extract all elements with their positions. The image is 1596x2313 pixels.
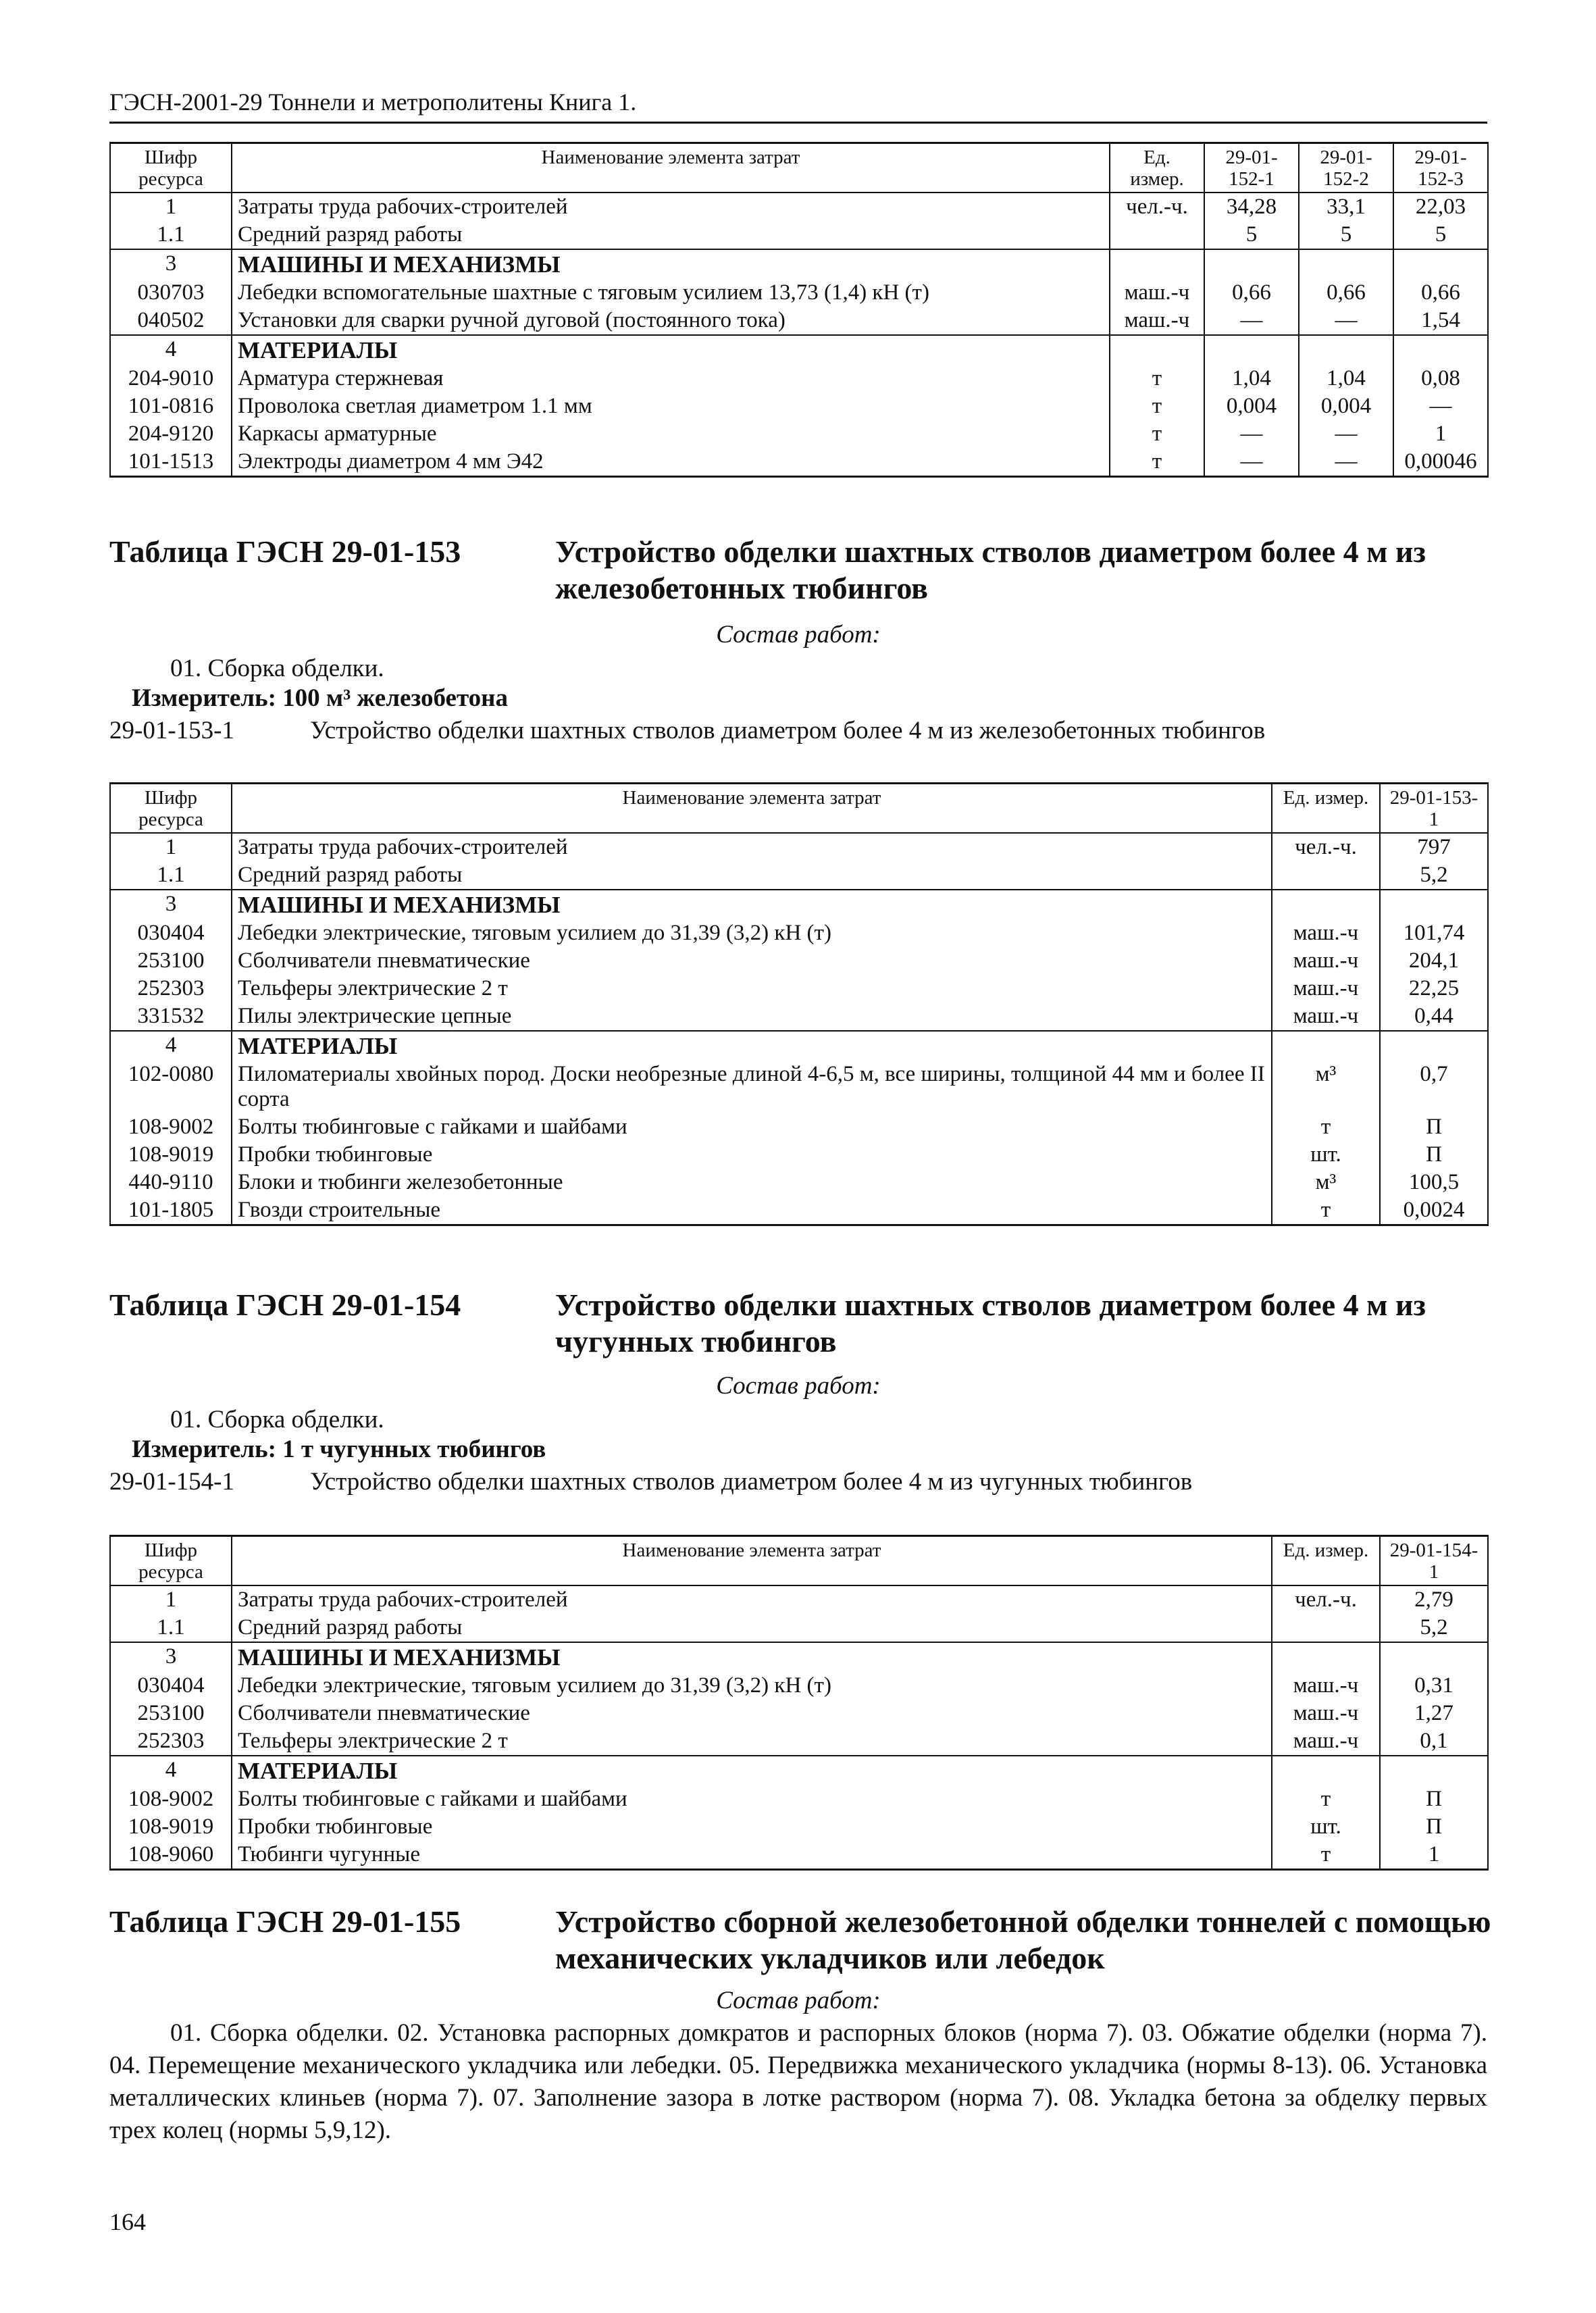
table-row [110,975,1488,1002]
resource-code: 3 [110,249,232,279]
table-row [110,1196,1488,1225]
value: 0,004 [1204,392,1299,420]
resource-name: Пиломатериалы хвойных пород. Доски необрезные длиной 4-6,5 м, все ширины, толщиной 44 мм и более II сорта [232,1061,1272,1113]
section-row [110,249,1488,279]
unit: т [1110,420,1204,448]
value: 0,0024 [1380,1196,1488,1225]
unit [1272,1614,1380,1642]
unit: шт. [1272,1813,1380,1841]
composition-label: Состав работ: [716,1987,881,2014]
table-row [110,193,1488,221]
resource-code: 331532 [110,1002,232,1031]
table-row [110,448,1488,476]
resource-name: Средний разряд работы [232,221,1110,249]
value: — [1393,392,1488,420]
value: 5 [1204,221,1299,249]
unit [1272,1642,1380,1672]
unit: чел.-ч. [1110,193,1204,221]
table-row [110,420,1488,448]
resource-code: 108-9019 [110,1813,232,1841]
composition-label: Состав работ: [716,1372,881,1400]
resource-code: 1.1 [110,861,232,890]
value: — [1299,307,1393,335]
value: 5,2 [1380,1614,1488,1642]
section-title: МАШИНЫ И МЕХАНИЗМЫ [232,890,1272,919]
resource-code: 102-0080 [110,1061,232,1113]
unit: т [1272,1113,1380,1141]
value: — [1204,448,1299,476]
value: 0,00046 [1393,448,1488,476]
header-code: Шифр ресурса [110,1536,232,1585]
resource-code: 101-0816 [110,392,232,420]
section-title: МАШИНЫ И МЕХАНИЗМЫ [232,249,1110,279]
section-title: МАТЕРИАЛЫ [232,1756,1272,1785]
resource-code: 030404 [110,1672,232,1700]
value [1380,1642,1488,1672]
resource-code: 4 [110,1756,232,1785]
table-label: Таблица ГЭСН 29-01-153 [109,534,461,569]
value: 22,25 [1380,975,1488,1002]
value: 0,66 [1393,279,1488,307]
value [1380,1031,1488,1061]
table-label: Таблица ГЭСН 29-01-155 [109,1904,461,1939]
table-row [110,279,1488,307]
value: 204,1 [1380,947,1488,975]
header-name: Наименование элемента затрат [232,784,1272,833]
unit: м³ [1272,1061,1380,1113]
value [1299,335,1393,365]
table-row [110,1700,1488,1727]
unit: маш.-ч [1272,1672,1380,1700]
resource-name: Гвозди строительные [232,1196,1272,1225]
value: 1 [1393,420,1488,448]
value: 0,66 [1299,279,1393,307]
section-row [110,890,1488,919]
header-code: Шифр ресурса [110,784,232,833]
header-unit: Ед. измер. [1110,143,1204,193]
unit: шт. [1272,1141,1380,1169]
value: 0,44 [1380,1002,1488,1031]
resource-code: 4 [110,335,232,365]
value [1204,335,1299,365]
table-row [110,1113,1488,1141]
value: — [1299,448,1393,476]
unit: т [1272,1841,1380,1869]
unit [1110,335,1204,365]
resource-code: 040502 [110,307,232,335]
resource-name: Пробки тюбинговые [232,1813,1272,1841]
table-header-row [110,1536,1488,1585]
unit: маш.-ч [1272,1002,1380,1031]
resource-name: Тельферы электрические 2 т [232,975,1272,1002]
unit: чел.-ч. [1272,833,1380,861]
unit [1272,1756,1380,1785]
resource-name: Средний разряд работы [232,861,1272,890]
unit: маш.-ч [1110,279,1204,307]
value: 2,79 [1380,1585,1488,1614]
norm-table-154 [109,1535,1489,1871]
resource-name: Затраты труда рабочих-строителей [232,833,1272,861]
resource-name: Пилы электрические цепные [232,1002,1272,1031]
value: 0,31 [1380,1672,1488,1700]
resource-code: 253100 [110,1700,232,1727]
resource-name: Блоки и тюбинги железобетонные [232,1169,1272,1196]
table-row [110,1727,1488,1756]
table-row [110,919,1488,947]
resource-code: 204-9010 [110,365,232,392]
resource-name: Пробки тюбинговые [232,1141,1272,1169]
resource-code: 1.1 [110,1614,232,1642]
unit [1272,890,1380,919]
unit: т [1110,365,1204,392]
norm-title: Устройство обделки шахтных стволов диаметром более 4 м из чугунных тюбингов [310,1468,1193,1496]
unit: маш.-ч [1272,1727,1380,1756]
resource-code: 253100 [110,947,232,975]
table-row [110,307,1488,335]
section-row [110,1756,1488,1785]
unit: т [1272,1196,1380,1225]
table-row [110,1141,1488,1169]
resource-name: Проволока светлая диаметром 1.1 мм [232,392,1110,420]
operations-text: 01. Сборка обделки. [170,655,384,682]
table-row [110,1061,1488,1113]
resource-code: 108-9002 [110,1113,232,1141]
unit [1110,221,1204,249]
header-unit: Ед. измер. [1272,784,1380,833]
table-row [110,1785,1488,1813]
value: 5,2 [1380,861,1488,890]
unit [1272,1031,1380,1061]
value: 1 [1380,1841,1488,1869]
resource-name: Арматура стержневая [232,365,1110,392]
value: 5 [1393,221,1488,249]
section-title: МАТЕРИАЛЫ [232,1031,1272,1061]
resource-name: Каркасы арматурные [232,420,1110,448]
unit: маш.-ч [1272,975,1380,1002]
resource-name: Сболчиватели пневматические [232,947,1272,975]
unit: т [1110,392,1204,420]
section-row [110,335,1488,365]
table-title: Устройство обделки шахтных стволов диаметром более 4 м из железобетонных тюбингов [555,534,1426,606]
table-label: Таблица ГЭСН 29-01-154 [109,1288,461,1322]
resource-name: Тельферы электрические 2 т [232,1727,1272,1756]
header-code: Шифр ресурса [110,143,232,193]
unit: м³ [1272,1169,1380,1196]
resource-code: 4 [110,1031,232,1061]
resource-code: 252303 [110,1727,232,1756]
value [1393,335,1488,365]
table-row [110,833,1488,861]
value: П [1380,1813,1488,1841]
resource-code: 1 [110,1585,232,1614]
resource-code: 1 [110,833,232,861]
unit: маш.-ч [1272,947,1380,975]
value: 0,7 [1380,1061,1488,1113]
table-header-row [110,143,1488,193]
value: 5 [1299,221,1393,249]
measurer: Измеритель: 100 м³ железобетона [132,684,508,712]
unit [1110,249,1204,279]
value [1204,249,1299,279]
table-row [110,947,1488,975]
value: 34,28 [1204,193,1299,221]
table-row [110,1841,1488,1869]
value: — [1204,420,1299,448]
operations-text: 01. Сборка обделки. [170,1406,384,1433]
table-row [110,1585,1488,1614]
unit: маш.-ч [1272,1700,1380,1727]
resource-code: 3 [110,890,232,919]
section-row [110,1642,1488,1672]
resource-name: Сболчиватели пневматические [232,1700,1272,1727]
resource-name: Тюбинги чугунные [232,1841,1272,1869]
value: 0,004 [1299,392,1393,420]
value: 0,66 [1204,279,1299,307]
value: 1,04 [1204,365,1299,392]
value: П [1380,1113,1488,1141]
resource-name: Лебедки электрические, тяговым усилием до 31,39 (3,2) кН (т) [232,919,1272,947]
value: 33,1 [1299,193,1393,221]
unit: т [1110,448,1204,476]
value: 1,54 [1393,307,1488,335]
value [1380,890,1488,919]
resource-code: 101-1805 [110,1196,232,1225]
table-row [110,1813,1488,1841]
value: 1,04 [1299,365,1393,392]
resource-code: 3 [110,1642,232,1672]
page-number: 164 [109,2208,146,2235]
table-row [110,1169,1488,1196]
resource-code: 108-9060 [110,1841,232,1869]
unit: т [1272,1785,1380,1813]
norm-table-153 [109,782,1489,1226]
unit [1272,861,1380,890]
table-row [110,861,1488,890]
section-title: МАТЕРИАЛЫ [232,335,1110,365]
header-norm-column: 29-01-153-1 [1380,784,1488,833]
resource-code: 030404 [110,919,232,947]
measurer: Измеритель: 1 т чугунных тюбингов [132,1435,546,1463]
resource-code: 108-9019 [110,1141,232,1169]
unit: чел.-ч. [1272,1585,1380,1614]
resource-name: Установки для сварки ручной дуговой (постоянного тока) [232,307,1110,335]
resource-name: Болты тюбинговые с гайками и шайбами [232,1785,1272,1813]
value: 0,1 [1380,1727,1488,1756]
table-row [110,221,1488,249]
value [1299,249,1393,279]
resource-code: 252303 [110,975,232,1002]
table-header-row [110,784,1488,833]
table-row [110,1614,1488,1642]
value: 101,74 [1380,919,1488,947]
resource-name: Лебедки вспомогательные шахтные с тяговым усилием 13,73 (1,4) кН (т) [232,279,1110,307]
resource-name: Средний разряд работы [232,1614,1272,1642]
table-row [110,392,1488,420]
value [1380,1756,1488,1785]
value: 1,27 [1380,1700,1488,1727]
value: 797 [1380,833,1488,861]
resource-code: 440-9110 [110,1169,232,1196]
header-norm-column: 29-01-154-1 [1380,1536,1488,1585]
header-norm-column: 29-01-152-2 [1299,143,1393,193]
norm-code: 29-01-154-1 [109,1468,234,1496]
composition-label: Состав работ: [716,621,881,649]
value: П [1380,1785,1488,1813]
running-head: ГЭСН-2001-29 Тоннели и метрополитены Книга 1. [109,88,1487,124]
header-name: Наименование элемента затрат [232,1536,1272,1585]
resource-code: 1 [110,193,232,221]
header-norm-column: 29-01-152-3 [1393,143,1488,193]
value: 100,5 [1380,1169,1488,1196]
header-name: Наименование элемента затрат [232,143,1110,193]
resource-code: 1.1 [110,221,232,249]
value: — [1299,420,1393,448]
table-title: Устройство сборной железобетонной обделки тоннелей с помощью механических укладчиков или лебедок [555,1904,1491,1976]
table-row [110,365,1488,392]
section-title: МАШИНЫ И МЕХАНИЗМЫ [232,1642,1272,1672]
norm-code: 29-01-153-1 [109,717,234,744]
header-unit: Ед. измер. [1272,1536,1380,1585]
resource-name: Электроды диаметром 4 мм Э42 [232,448,1110,476]
value [1393,249,1488,279]
resource-code: 101-1513 [110,448,232,476]
table-row [110,1002,1488,1031]
resource-code: 204-9120 [110,420,232,448]
unit: маш.-ч [1272,919,1380,947]
resource-name: Затраты труда рабочих-строителей [232,193,1110,221]
resource-code: 108-9002 [110,1785,232,1813]
resource-name: Затраты труда рабочих-строителей [232,1585,1272,1614]
value: 0,08 [1393,365,1488,392]
operations-text: 01. Сборка обделки. 02. Установка распорных домкратов и распорных блоков (норма 7). 03. Обжатие обделки (норма 7). 04. Перемещение механического укладчика или лебедки. 05. Передвижка механического укладчика (нормы 8-13). 06. Установка металлических клиньев (норма 7). 07. Заполнение зазора в лотке раствором (норма 7). 08. Укладка бетона за обделку первых трех колец (нормы 5,9,12). [109,2019,1487,2145]
norm-table-152 [109,142,1489,478]
value: 22,03 [1393,193,1488,221]
section-row [110,1031,1488,1061]
table-row [110,1672,1488,1700]
value: П [1380,1141,1488,1169]
table-title: Устройство обделки шахтных стволов диаметром более 4 м из чугунных тюбингов [555,1288,1426,1359]
resource-code: 030703 [110,279,232,307]
resource-name: Лебедки электрические, тяговым усилием до 31,39 (3,2) кН (т) [232,1672,1272,1700]
unit: маш.-ч [1110,307,1204,335]
header-norm-column: 29-01-152-1 [1204,143,1299,193]
resource-name: Болты тюбинговые с гайками и шайбами [232,1113,1272,1141]
value: — [1204,307,1299,335]
norm-title: Устройство обделки шахтных стволов диаметром более 4 м из железобетонных тюбингов [310,717,1266,744]
